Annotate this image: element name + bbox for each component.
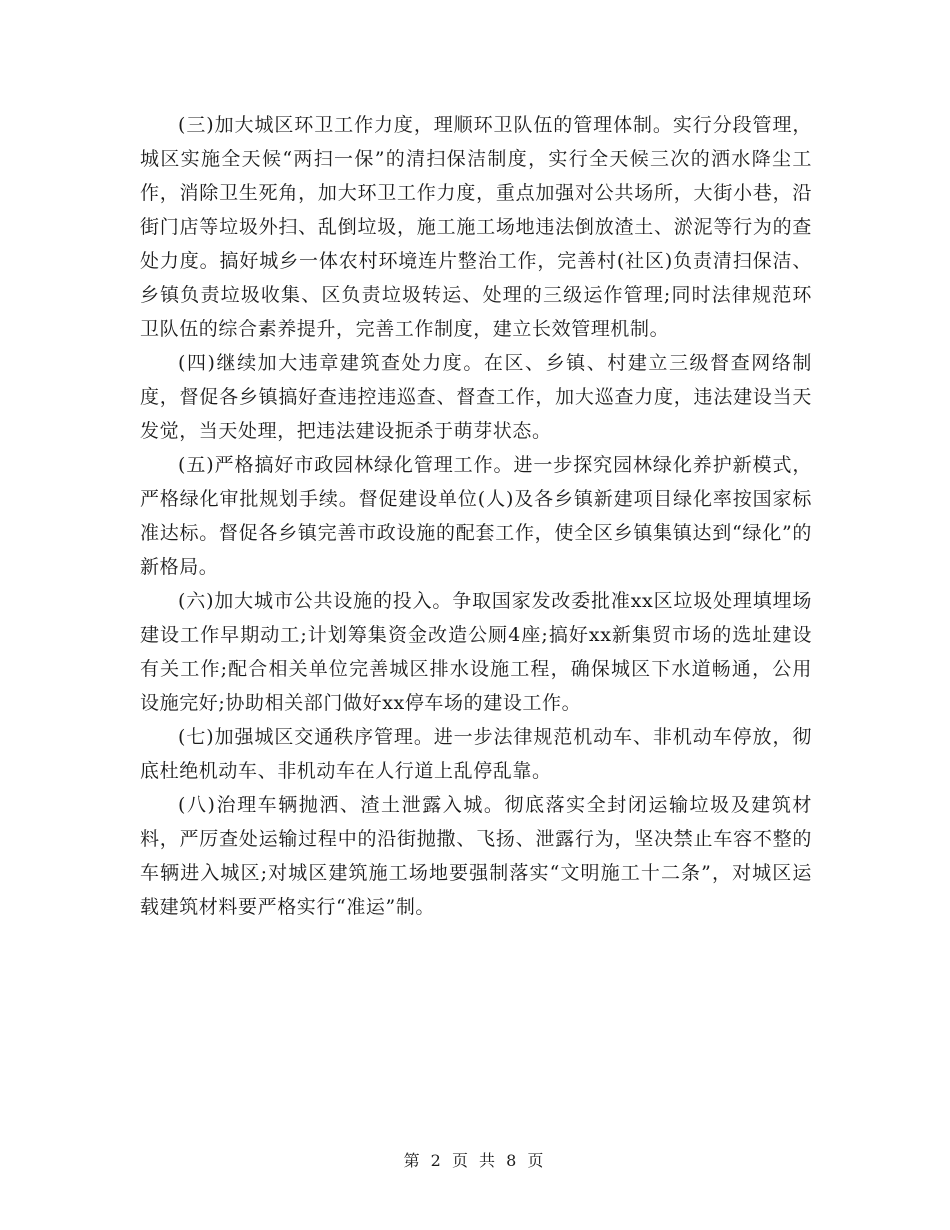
paragraph-4-illegal-buildings: (四)继续加大违章建筑查处力度。在区、乡镇、村建立三级督查网络制度，督促各乡镇搞好查违控违巡查、督查工作，加大巡查力度，违法建设当天发觉，当天处理，把违法建设扼杀于萌芽状态。 — [140, 352, 812, 442]
document-body — [140, 108, 812, 924]
paragraph-3-sanitation: (三)加大城区环卫工作力度，理顺环卫队伍的管理体制。实行分段管理，城区实施全天候“两扫一保”的清扫保洁制度，实行全天候三次的洒水降尘工作，消除卫生死角，加大环卫工作力度，重点加强对公共场所，大街小巷，沿街门店等垃圾外扫、乱倒垃圾，施工施工场地违法倒放渣土、淤泥等行为的查处力度。搞好城乡一体农村环境连片整治工作，完善村(社区)负责清扫保洁、乡镇负责垃圾收集、区负责垃圾转运、处理的三级运作管理;同时法律规范环卫队伍的综合素养提升，完善工作制度，建立长效管理机制。 — [140, 114, 812, 340]
page-number-footer: 第 2 页 共 8 页 — [403, 1151, 547, 1170]
paragraph-8-vehicle-spillage: (八)治理车辆抛洒、渣土泄露入城。彻底落实全封闭运输垃圾及建筑材料，严厉查处运输过程中的沿街抛撒、飞扬、泄露行为，坚决禁止车容不整的车辆进入城区;对城区建筑施工场地要强制落实“文明施工十二条”，对城区运载建筑材料要严格实行“准运”制。 — [140, 794, 812, 918]
paragraph-5-landscaping: (五)严格搞好市政园林绿化管理工作。进一步探究园林绿化养护新模式，严格绿化审批规划手续。督促建设单位(人)及各乡镇新建项目绿化率按国家标准达标。督促各乡镇完善市政设施的配套工作，使全区乡镇集镇达到“绿化”的新格局。 — [140, 454, 812, 578]
paragraph-6-public-facilities: (六)加大城市公共设施的投入。争取国家发改委批准xx区垃圾处理填埋场建设工作早期动工;计划筹集资金改造公厕4座;搞好xx新集贸市场的选址建设有关工作;配合相关单位完善城区排水设施工程，确保城区下水道畅通，公用设施完好;协助相关部门做好xx停车场的建设工作。 — [140, 590, 812, 714]
paragraph-7-traffic-order: (七)加强城区交通秩序管理。进一步法律规范机动车、非机动车停放，彻底杜绝机动车、非机动车在人行道上乱停乱靠。 — [140, 726, 812, 782]
